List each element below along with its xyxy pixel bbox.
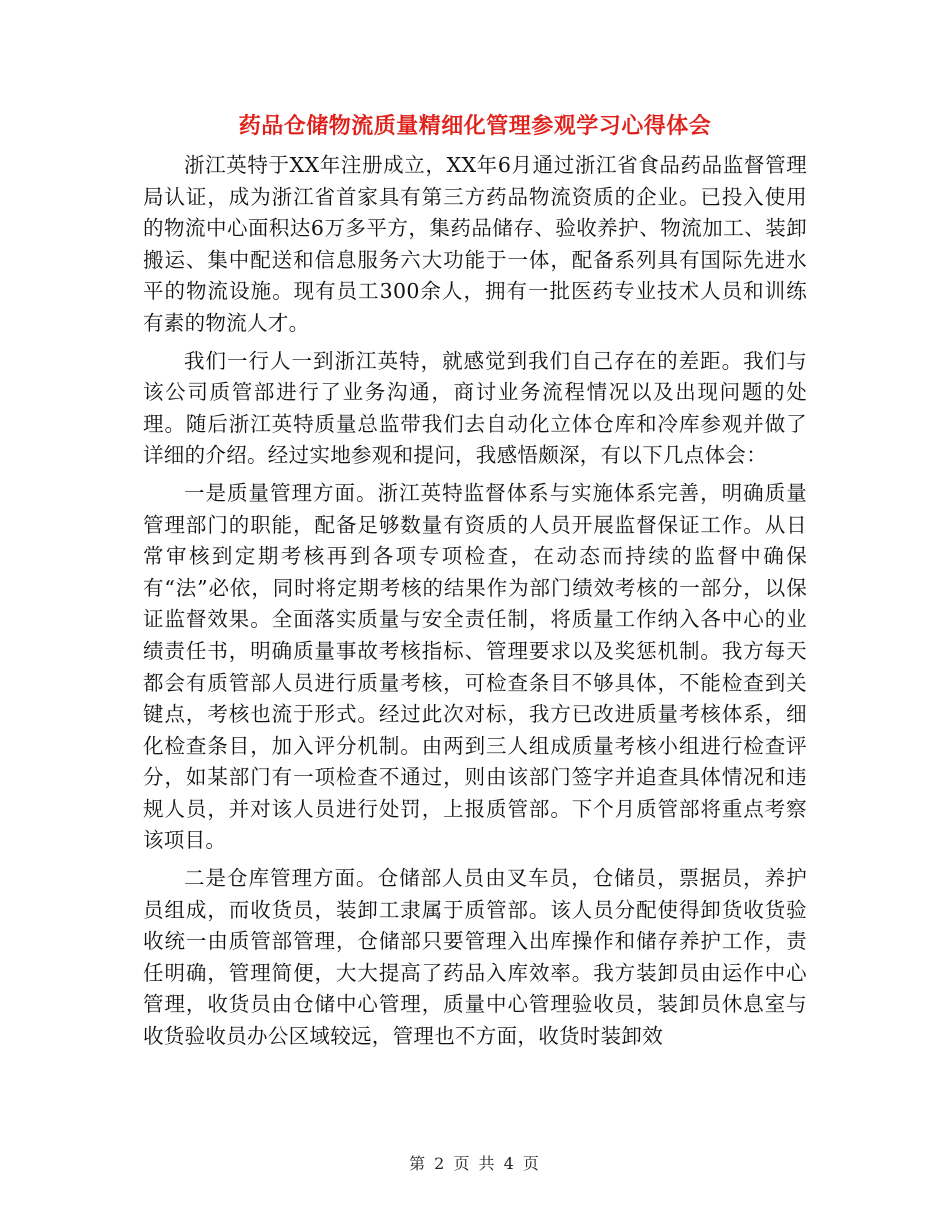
paragraph-visit: 我们一行人一到浙江英特，就感觉到我们自己存在的差距。我们与该公司质管部进行了业务沟通，商讨业务流程情况以及出现问题的处理。随后浙江英特质量总监带我们去自动化立体仓库和冷库参观并做了详细的介绍。经过实地参观和提问，我感悟颇深，有以下几点体会： [143, 348, 807, 468]
document-body [143, 150, 807, 1053]
paragraph-warehouse-management: 二是仓库管理方面。仓储部人员由叉车员，仓储员，票据员，养护员组成，而收货员，装卸工隶属于质管部。该人员分配使得卸货收货验收统一由质管部管理，仓储部只要管理入出库操作和储存养护工作，责任明确，管理简便，大大提高了药品入库效率。我方装卸员由运作中心管理，收货员由仓储中心管理，质量中心管理验收员，装卸员休息室与收货验收员办公区域较远，管理也不方面，收货时装卸效 [143, 866, 807, 1049]
paragraph-intro: 浙江英特于XX年注册成立，XX年6月通过浙江省食品药品监督管理局认证，成为浙江省首家具有第三方药品物流资质的企业。已投入使用的物流中心面积达6万多平方，集药品储存、验收养护、物流加工、装卸搬运、集中配送和信息服务六大功能于一体，配备系列具有国际先进水平的物流设施。现有员工300余人，拥有一批医药专业技术人员和训练有素的物流人才。 [143, 153, 807, 335]
paragraph-quality-management: 一是质量管理方面。浙江英特监督体系与实施体系完善，明确质量管理部门的职能，配备足够数量有资质的人员开展监督保证工作。从日常审核到定期考核再到各项专项检查，在动态而持续的监督中确保有“法”必依，同时将定期考核的结果作为部门绩效考核的一部分，以保证监督效果。全面落实质量与安全责任制，将质量工作纳入各中心的业绩责任书，明确质量事故考核指标、管理要求以及奖惩机制。我方每天都会有质管部人员进行质量考核，可检查条目不够具体，不能检查到关键点，考核也流于形式。经过此次对标，我方已改进质量考核体系，细化检查条目，加入评分机制。由两到三人组成质量考核小组进行检查评分，如某部门有一项检查不通过，则由该部门签字并追查具体情况和违规人员，并对该人员进行处罚，上报质管部。下个月质管部将重点考察该项目。 [143, 480, 807, 853]
document-title: 药品仓储物流质量精细化管理参观学习心得体会 [238, 113, 712, 139]
page-footer: 第 2 页 共 4 页 [409, 1154, 541, 1173]
